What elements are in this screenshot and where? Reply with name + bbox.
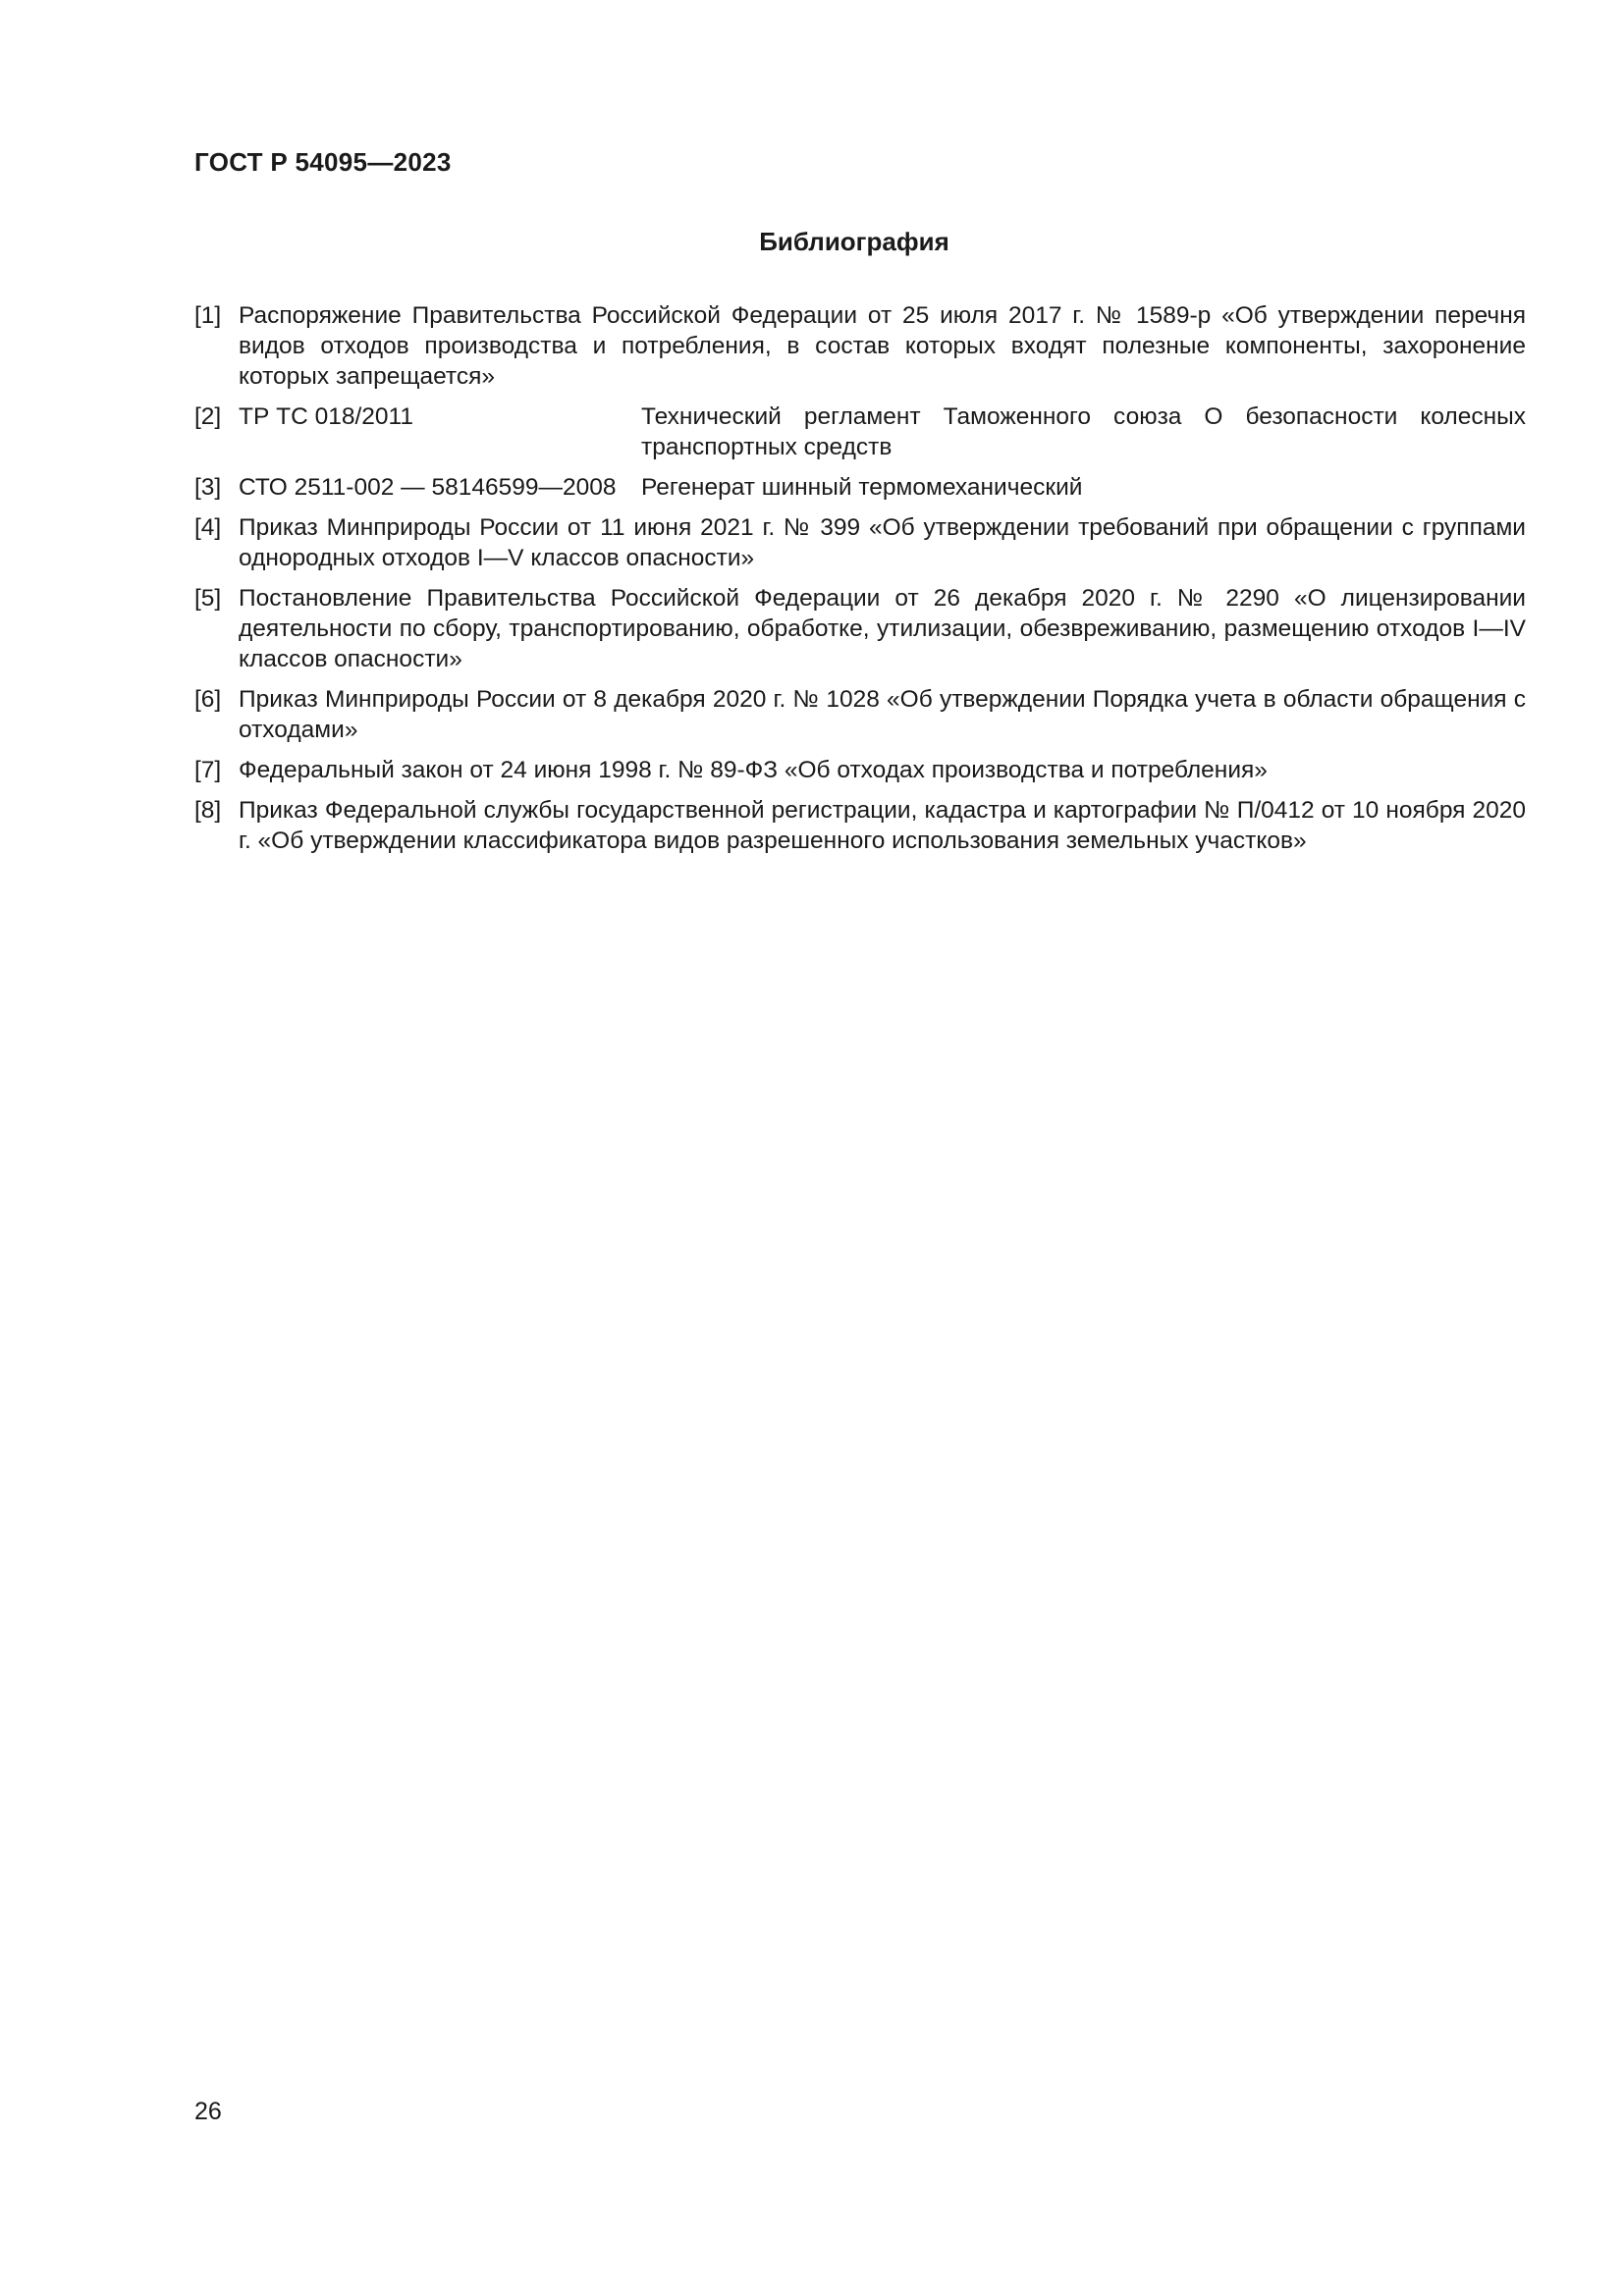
page-number: 26 — [194, 2098, 222, 2125]
entry-number: [6] — [194, 686, 222, 713]
bibliography-entry — [194, 512, 1526, 573]
bibliography-entry — [194, 684, 1526, 745]
entry-description: Регенерат шинный термомеханический — [641, 474, 1083, 501]
entry-number: [7] — [194, 757, 222, 783]
bibliography-list — [194, 300, 1526, 866]
entry-text: Федеральный закон от 24 июня 1998 г. № 89-ФЗ «Об отходах производства и потребления» — [239, 757, 1268, 783]
bibliography-entry — [194, 472, 1526, 503]
entry-number: [8] — [194, 797, 222, 824]
document-code: ГОСТ Р 54095—2023 — [194, 147, 452, 177]
entry-number: [4] — [194, 514, 222, 541]
bibliography-entry — [194, 583, 1526, 674]
entry-number: [2] — [194, 403, 222, 430]
entry-text: Приказ Федеральной службы государственной регистрации, кадастра и картографии № П/0412 от 10 ноября 2020 г. «Об утверждении классификатора видов разрешенного использования земельных участков» — [239, 797, 1526, 854]
entry-text: Распоряжение Правительства Российской Федерации от 25 июля 2017 г. № 1589-р «Об утверждении перечня видов отходов производства и потребления, в состав которых входят полезные компоненты, захоронение которых запрещается» — [239, 302, 1526, 390]
entry-number: [5] — [194, 585, 222, 612]
entry-number: [1] — [194, 302, 222, 329]
entry-code: СТО 2511-002 — 58146599—2008 — [239, 474, 617, 501]
bibliography-entry — [194, 755, 1526, 785]
bibliography-entry — [194, 401, 1526, 462]
entry-number: [3] — [194, 474, 222, 501]
bibliography-entry — [194, 795, 1526, 856]
entry-text: Постановление Правительства Российской Федерации от 26 декабря 2020 г. № 2290 «О лицензировании деятельности по сбору, транспортированию, обработке, утилизации, обезвреживанию, размещению отходов I—IV классов опасности» — [239, 585, 1526, 672]
section-title: Библиография — [759, 227, 949, 256]
entry-description: Технический регламент Таможенного союза О безопасности колесных транспортных средств — [641, 403, 1526, 460]
entry-text: Приказ Минприроды России от 8 декабря 2020 г. № 1028 «Об утверждении Порядка учета в области обращения с отходами» — [239, 686, 1526, 743]
entry-code: ТР ТС 018/2011 — [239, 403, 413, 430]
entry-text: Приказ Минприроды России от 11 июня 2021 г. № 399 «Об утверждении требований при обращении с группами однородных отходов I—V классов опасности» — [239, 514, 1526, 571]
bibliography-entry — [194, 300, 1526, 392]
